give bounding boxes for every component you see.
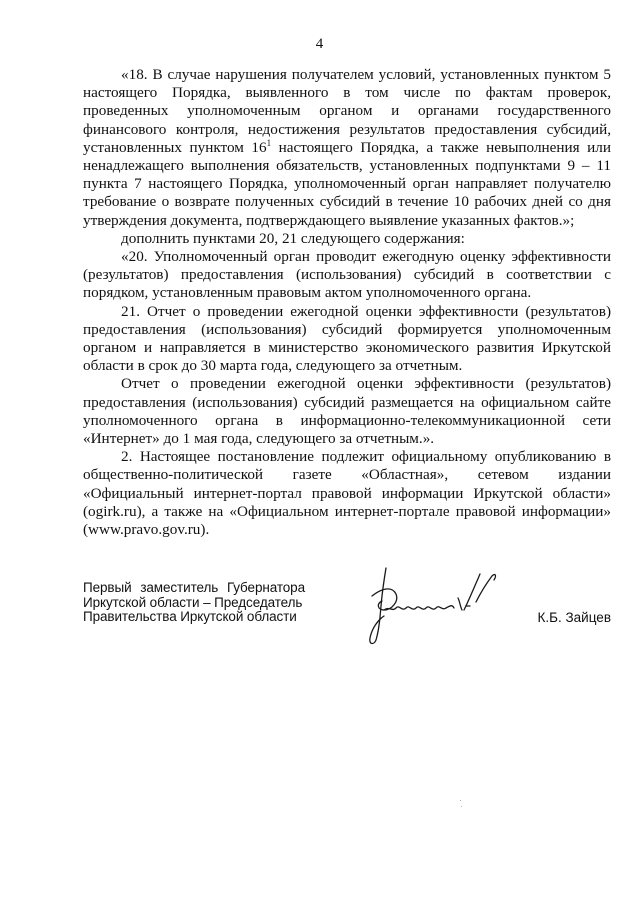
handwritten-signature: [362, 566, 510, 646]
paragraph-18: [83, 66, 611, 230]
document-body: [83, 66, 611, 539]
signer-title: [83, 581, 305, 625]
paragraph-add-points: дополнить пунктами 20, 21 следующего содержания:: [121, 229, 465, 247]
paragraph-20: «20. Уполномоченный орган проводит ежегодную оценку эффективности (результатов) предоставления (использования) субсидий в соответствии с порядком, установленным правовым актом уполномоченного органа.: [83, 248, 611, 302]
paragraph-21: 21. Отчет о проведении ежегодной оценки эффективности (результатов) предоставления (использования) субсидий формируется уполномоченным органом и направляется в министерство экономического развития Иркутской области в срок до 30 марта года, следующего за отчетным.: [83, 302, 611, 375]
signer-name: К.Б. Зайцев: [537, 610, 611, 625]
paragraph-2-publication: 2. Настоящее постановление подлежит официальному опубликованию в общественно-политической газете «Областная», сетевом издании «Официальный интернет-портал правовой информации Иркутской области» (ogirk.ru), а также на «Официальном интернет-портале правовой информации» (www.pravo.gov.ru).: [83, 448, 611, 539]
signature-block: [83, 566, 611, 646]
signer-title-word-2: заместитель: [140, 580, 219, 595]
signer-title-word-3: Губернатора: [226, 580, 305, 595]
paragraph-18-text-continued: настоящего Порядка, а также невыполнения или ненадлежащего выполнения обязательств, установленных подпунктами 9 – 11 пункта 7 настоящего Порядка, уполномоченный орган направляет получателю требование о возврате полученных субсидий в течение 10 рабочих дней со дня утверждения документа, подтверждающего выявление указанных фактов.»;: [83, 138, 611, 229]
scan-speck: [461, 806, 462, 807]
paragraph-18-text: «18. В случае нарушения получателем условий, установленных пунктом 5 настоящего Порядка, выявленного в том числе по фактам проверок, проведенных уполномоченным органом и органами государственного финансового контроля, недостижения результатов предоставления субсидий, установленных пунктом 16: [83, 66, 611, 156]
signer-title-line-3: Правительства Иркутской области: [83, 609, 297, 624]
signer-title-line-1: [83, 581, 305, 596]
page-number: 4: [315, 36, 324, 52]
scan-speck: [460, 800, 461, 801]
signer-title-word-1: Первый: [83, 580, 132, 595]
superscript-1: 1: [266, 137, 272, 148]
signer-title-line-2: Иркутской области – Председатель: [83, 594, 303, 610]
paragraph-21-report: Отчет о проведении ежегодной оценки эффективности (результатов) предоставления (использования) субсидий размещается на официальном сайте уполномоченного органа в информационно-телекоммуникационной сети «Интернет» до 1 мая года, следующего за отчетным.».: [83, 375, 611, 448]
